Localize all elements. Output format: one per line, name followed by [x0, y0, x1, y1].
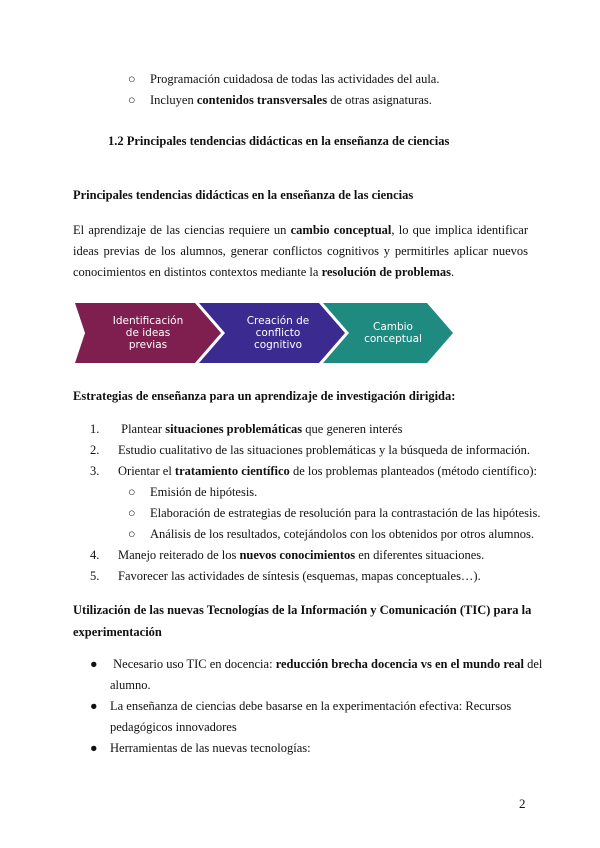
circle-bullet-icon: ○	[128, 93, 136, 107]
sub-list-item: ○ Elaboración de estrategias de resolución para la contrastación de las hipótesis.	[128, 506, 541, 520]
bullet-item: ● Necesario uso TIC en docencia: reducción brecha docencia vs en el mundo real del	[90, 657, 543, 671]
step-label-3: Cambio conceptual	[364, 321, 422, 345]
bullet-icon: ●	[90, 657, 98, 671]
subheading-cont: experimentación	[73, 625, 162, 639]
bullet-icon: ●	[90, 741, 98, 755]
sub-list-item: ○ Análisis de los resultados, cotejándolos con los obtenidos por otros alumnos.	[128, 527, 534, 541]
page-number: 2	[519, 796, 526, 811]
bullet-item-cont: pedagógicos innovadores	[110, 720, 237, 734]
numbered-item: 2. Estudio cualitativo de las situaciones problemáticas y la búsqueda de información.	[90, 443, 531, 457]
numbered-item: 1. Plantear situaciones problemáticas que generen interés	[90, 422, 403, 436]
circle-bullet-icon: ○	[128, 506, 136, 520]
step-label-1: Identificación de ideas previas	[112, 315, 184, 351]
list-item: ○ Incluyen contenidos transversales de otras asignaturas.	[128, 93, 432, 107]
section-heading: 1.2 Principales tendencias didácticas en la enseñanza de ciencias	[108, 134, 450, 148]
process-diagram	[75, 303, 455, 363]
subheading: Utilización de las nuevas Tecnologías de la Información y Comunicación (TIC) para la	[73, 603, 532, 617]
step-label-2: Creación de conflicto cognitivo	[246, 315, 310, 351]
numbered-item: 5. Favorecer las actividades de síntesis (esquemas, mapas conceptuales…).	[90, 569, 481, 583]
bullet-item-cont: alumno.	[110, 678, 151, 692]
circle-bullet-icon: ○	[128, 72, 136, 86]
bullet-item: ● La enseñanza de ciencias debe basarse en la experimentación efectiva: Recursos	[90, 699, 512, 713]
circle-bullet-icon: ○	[128, 485, 136, 499]
subheading: Estrategias de enseñanza para un aprendizaje de investigación dirigida:	[73, 389, 456, 403]
sub-list-item: ○ Emisión de hipótesis.	[128, 485, 258, 499]
numbered-item: 4. Manejo reiterado de los nuevos conocimientos en diferentes situaciones.	[90, 548, 485, 562]
paragraph: El aprendizaje de las ciencias requiere un cambio conceptual, lo que implica identificar ideas previas de los alumnos, generar conflictos cognitivos y permitirles aplicar nuevos conocimientos en distintos contextos mediante la resolución de problemas.	[73, 223, 528, 279]
numbered-item: 3. Orientar el tratamiento científico de los problemas planteados (método científico):	[90, 464, 537, 478]
subheading: Principales tendencias didácticas en la enseñanza de las ciencias	[73, 188, 414, 202]
bullet-item: ● Herramientas de las nuevas tecnologías:	[90, 741, 311, 755]
bullet-icon: ●	[90, 699, 98, 713]
circle-bullet-icon: ○	[128, 527, 136, 541]
list-item: ○ Programación cuidadosa de todas las actividades del aula.	[128, 72, 440, 86]
